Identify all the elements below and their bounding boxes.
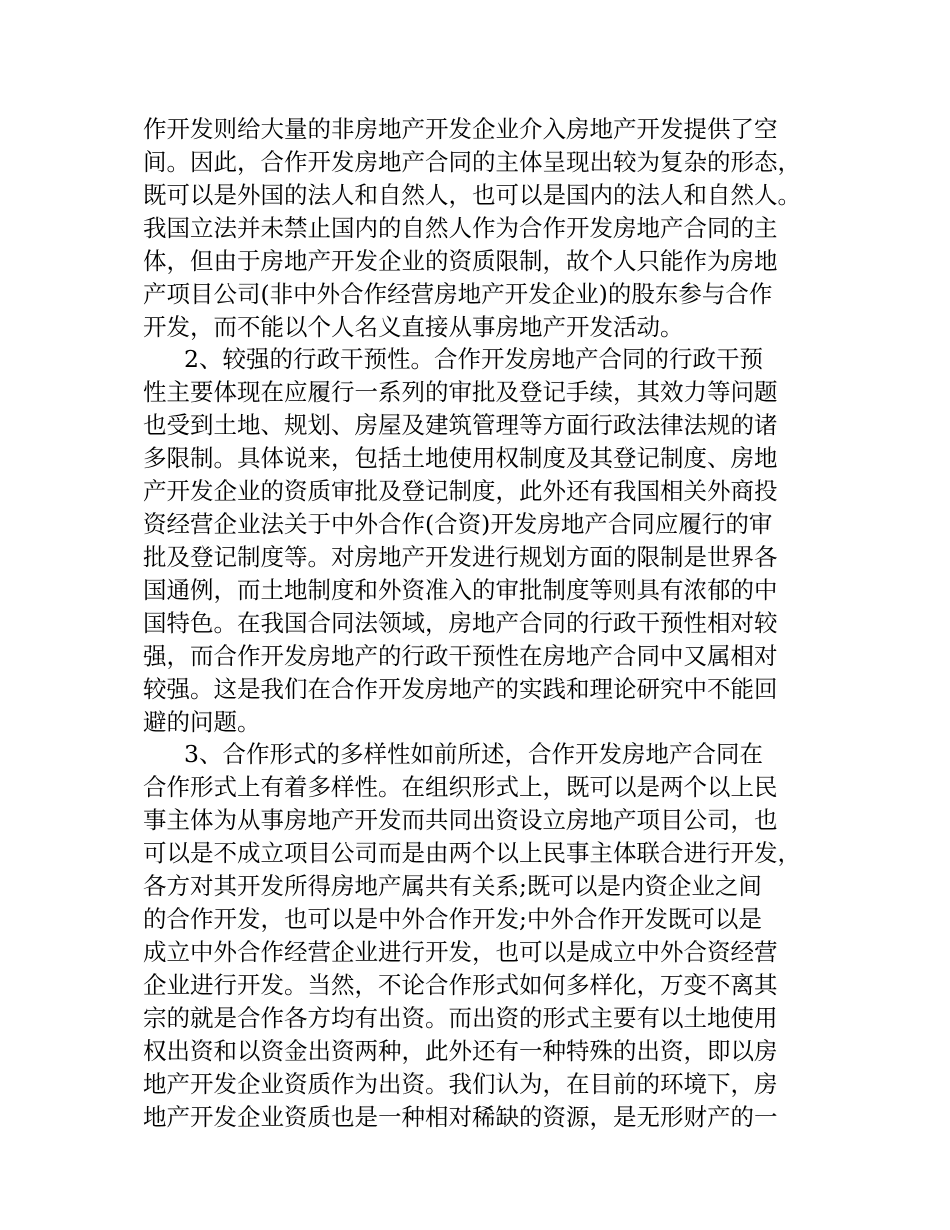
text-line: 多限制。具体说来，包括土地使用权制度及其登记制度、房地 [143, 444, 778, 472]
text-line: 成立中外合作经营企业进行开发，也可以是成立中外合资经营 [143, 938, 778, 966]
paragraph-subject-complexity [143, 113, 823, 344]
text-line: 强，而合作开发房地产的行政干预性在房地产合同中又属相对 [143, 642, 778, 670]
text-line: 避的问题。 [143, 708, 261, 736]
text-line: 可以是不成立项目公司而是由两个以上民事主体联合进行开发， [143, 839, 801, 867]
text-line: 也受到土地、规划、房屋及建筑管理等方面行政法律法规的诸 [143, 411, 778, 439]
text-line: 批及登记制度等。对房地产开发进行规划方面的限制是世界各 [143, 543, 778, 571]
text-line: 国特色。在我国合同法领域，房地产合同的行政干预性相对较 [143, 609, 778, 637]
text-line: 产开发企业的资质审批及登记制度，此外还有我国相关外商投 [143, 477, 778, 505]
text-line: 合作形式上有着多样性。在组织形式上，既可以是两个以上民 [143, 773, 778, 801]
text-line: 资经营企业法关于中外合作(合资)开发房地产合同应履行的审 [143, 510, 773, 538]
text-line: 间。因此，合作开发房地产合同的主体呈现出较为复杂的形态， [143, 148, 801, 176]
text-line: 我国立法并未禁止国内的自然人作为合作开发房地产合同的主 [143, 214, 778, 242]
text-line: 体，但由于房地产开发企业的资质限制，故个人只能作为房地 [143, 247, 778, 275]
text-line: 产项目公司(非中外合作经营房地产开发企业)的股东参与合作 [143, 280, 773, 308]
text-line: 权出资和以资金出资两种，此外还有一种特殊的出资，即以房 [143, 1037, 778, 1065]
text-line: 作开发则给大量的非房地产开发企业介入房地产开发提供了空 [143, 115, 778, 143]
text-line: 国通例，而土地制度和外资准入的审批制度等则具有浓郁的中 [143, 576, 778, 604]
paragraph-cooperation-forms [143, 738, 823, 1134]
text-line: 较强。这是我们在合作开发房地产的实践和理论研究中不能回 [143, 675, 778, 703]
text-line: 地产开发企业资质作为出资。我们认为，在目前的环境下，房 [143, 1070, 778, 1098]
text-line: 性主要体现在应履行一系列的审批及登记手续，其效力等问题 [143, 378, 778, 406]
text-line: 3、合作形式的多样性如前所述，合作开发房地产合同在 [184, 740, 763, 768]
text-line: 开发，而不能以个人名义直接从事房地产开发活动。 [143, 313, 684, 341]
text-line: 既可以是外国的法人和自然人，也可以是国内的法人和自然人。 [143, 181, 801, 209]
text-line: 各方对其开发所得房地产属共有关系;既可以是内资企业之间 [143, 872, 762, 900]
text-line: 的合作开发，也可以是中外合作开发;中外合作开发既可以是 [143, 905, 762, 933]
text-line: 地产开发企业资质也是一种相对稀缺的资源，是无形财产的一 [143, 1103, 778, 1131]
paragraph-administrative-intervention [143, 343, 823, 739]
text-line: 企业进行开发。当然，不论合作形式如何多样化，万变不离其 [143, 971, 778, 999]
text-line: 2、较强的行政干预性。合作开发房地产合同的行政干预 [184, 345, 763, 373]
text-line: 事主体为从事房地产开发而共同出资设立房地产项目公司，也 [143, 806, 778, 834]
text-line: 宗的就是合作各方均有出资。而出资的形式主要有以土地使用 [143, 1004, 778, 1032]
